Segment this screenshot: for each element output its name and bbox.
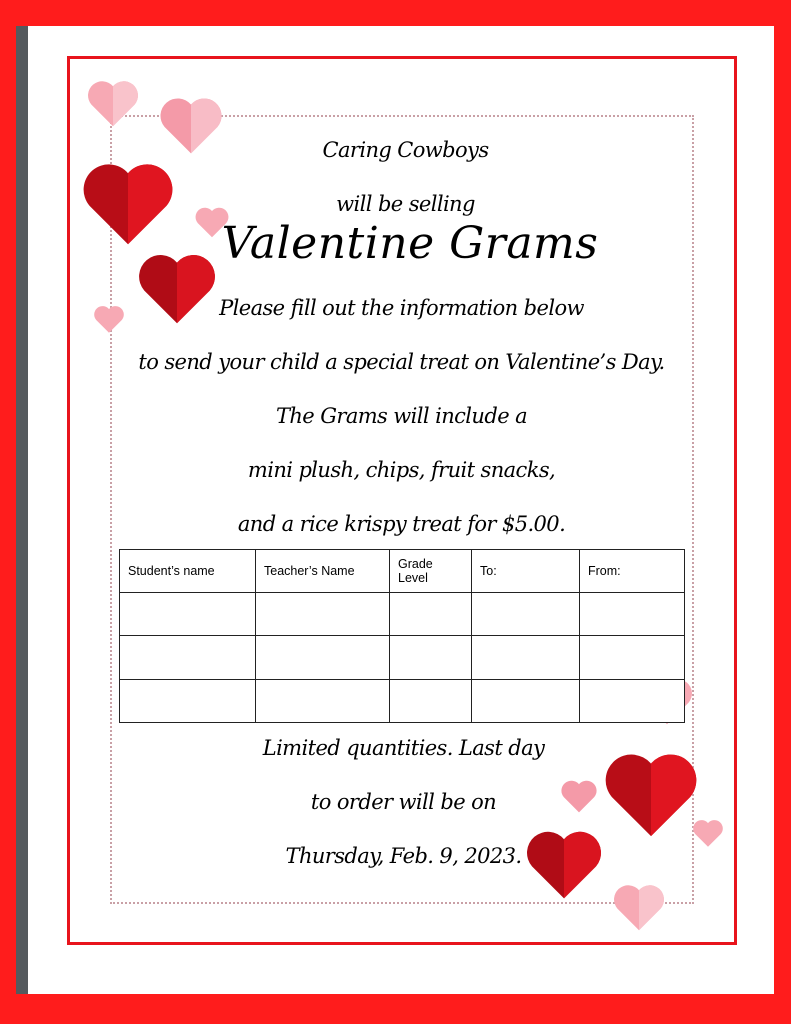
- table-cell[interactable]: [120, 679, 256, 722]
- table-cell[interactable]: [472, 636, 580, 679]
- info-line-2: to send your child a special treat on Valentine’s Day.: [138, 350, 665, 374]
- limit-line-2: to order will be on: [310, 790, 497, 814]
- header-from: From:: [580, 550, 685, 593]
- include-line-3: and a rice krispy treat for $5.00.: [237, 512, 566, 536]
- table-row: [120, 636, 685, 679]
- header-to: To:: [472, 550, 580, 593]
- table-cell[interactable]: [390, 679, 472, 722]
- include-line-1: The Grams will include a: [275, 404, 528, 428]
- table-row: [120, 593, 685, 636]
- table-cell[interactable]: [472, 679, 580, 722]
- limit-line-3: Thursday, Feb. 9, 2023.: [285, 844, 522, 868]
- header-teachers-name: Teacher’s Name: [256, 550, 390, 593]
- header-students-name: Student’s name: [120, 550, 256, 593]
- header-grade-level: Grade Level: [390, 550, 472, 593]
- limit-line-1: Limited quantities. Last day: [262, 736, 545, 760]
- info-line-1: Please fill out the information below: [219, 296, 584, 320]
- table-cell[interactable]: [120, 593, 256, 636]
- table-row: [120, 679, 685, 722]
- table-cell[interactable]: [390, 593, 472, 636]
- table-cell[interactable]: [256, 593, 390, 636]
- table-cell[interactable]: [580, 679, 685, 722]
- selling-line: will be selling: [336, 192, 475, 216]
- order-table: [119, 549, 685, 723]
- heart-icon: [86, 78, 140, 128]
- table-cell[interactable]: [256, 636, 390, 679]
- heart-icon: [612, 882, 666, 932]
- table-cell[interactable]: [580, 636, 685, 679]
- table-cell[interactable]: [580, 593, 685, 636]
- flyer-title: Valentine Grams: [221, 218, 599, 269]
- table-cell[interactable]: [472, 593, 580, 636]
- table-cell[interactable]: [390, 636, 472, 679]
- table-cell[interactable]: [256, 679, 390, 722]
- table-cell[interactable]: [120, 636, 256, 679]
- table-header-row: [120, 550, 685, 593]
- organization-line: Caring Cowboys: [322, 138, 489, 162]
- include-line-2: mini plush, chips, fruit snacks,: [247, 458, 556, 482]
